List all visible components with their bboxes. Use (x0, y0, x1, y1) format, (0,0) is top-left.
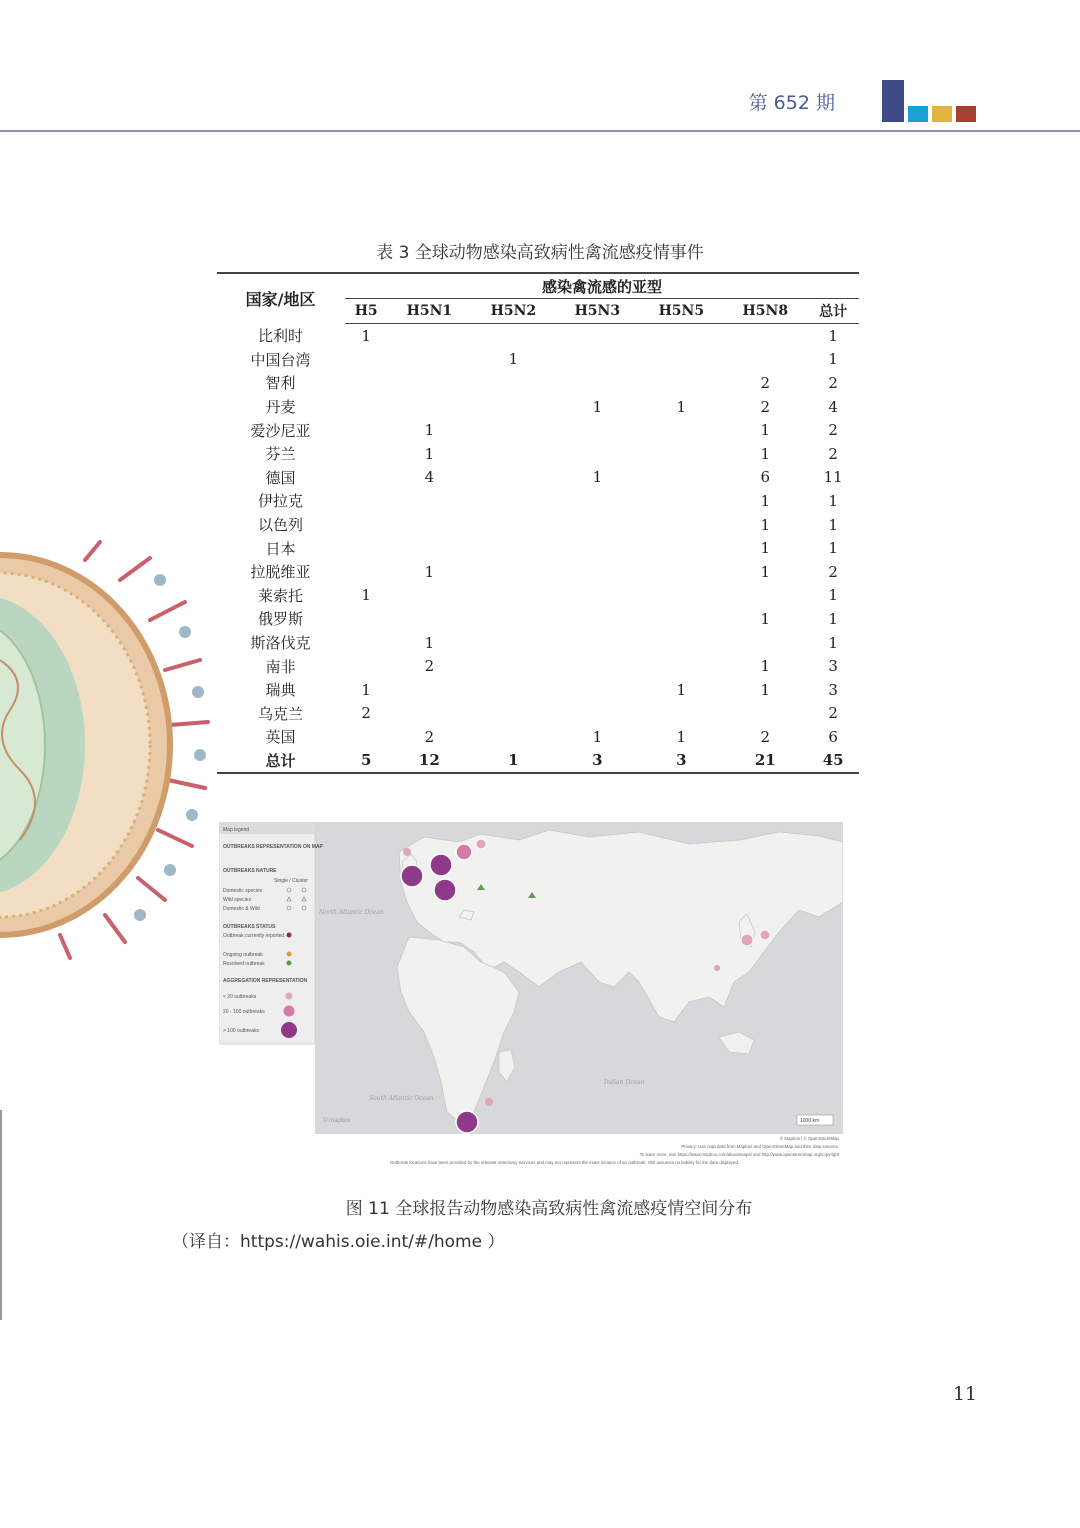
value-cell (471, 324, 555, 348)
value-cell (555, 654, 639, 678)
value-cell (345, 395, 387, 419)
page-number: 11 (952, 1383, 977, 1405)
value-cell (555, 371, 639, 395)
value-cell (387, 489, 471, 513)
country-cell: 南非 (265, 657, 296, 676)
table-row (217, 489, 859, 513)
value-cell (555, 607, 639, 631)
outbreak-cluster-marker (714, 965, 720, 971)
value-cell: 2 (828, 373, 838, 392)
country-cell: 拉脱维亚 (250, 563, 311, 582)
value-cell: 1 (760, 680, 771, 699)
value-cell: 1 (592, 397, 603, 416)
table-row (217, 395, 859, 419)
outbreak-cluster-marker (456, 844, 472, 860)
value-cell (387, 371, 471, 395)
header-divider (0, 130, 1080, 132)
value-cell (723, 702, 807, 726)
value-cell (471, 442, 555, 466)
outbreak-cluster-marker (434, 879, 456, 901)
map-footer-line: Privacy: Use map data from Mapbox and OpenStreetMap and their data sources. (681, 1144, 839, 1149)
value-cell: 1 (828, 633, 838, 652)
legend-nature-item: Wild species (223, 897, 252, 903)
country-cell: 英国 (265, 728, 296, 747)
country-cell: 乌克兰 (257, 704, 303, 723)
value-cell (555, 678, 639, 702)
column-header: H5N1 (387, 299, 471, 324)
value-cell (471, 654, 555, 678)
value-cell (471, 584, 555, 608)
country-column-header: 国家/地区 (217, 273, 344, 324)
value-cell: 1 (828, 515, 838, 534)
value-cell (387, 702, 471, 726)
value-cell: 1 (760, 562, 771, 581)
value-cell (555, 418, 639, 442)
value-cell (387, 324, 471, 348)
table-row (217, 725, 859, 749)
value-cell (345, 631, 387, 655)
value-cell (471, 560, 555, 584)
value-cell (471, 513, 555, 537)
country-cell: 丹麦 (265, 398, 296, 417)
value-cell (345, 418, 387, 442)
value-cell (639, 324, 723, 348)
value-cell (639, 654, 723, 678)
value-cell (723, 584, 807, 608)
legend-aggregation-item: > 100 outbreaks (223, 1028, 259, 1034)
value-cell (471, 678, 555, 702)
value-cell: 1 (760, 444, 771, 463)
value-cell (471, 371, 555, 395)
value-cell (639, 560, 723, 584)
value-cell: 1 (760, 515, 771, 534)
outbreak-map (219, 822, 843, 1167)
ocean-label: Indian Ocean (604, 1079, 645, 1086)
value-cell (471, 466, 555, 490)
outbreak-cluster-marker (760, 930, 770, 940)
value-cell: 2 (828, 704, 838, 723)
value-cell (345, 513, 387, 537)
value-cell: 1 (828, 491, 838, 510)
legend-status-dot (287, 961, 292, 966)
table-row (217, 536, 859, 560)
legend-aggregation-marker (284, 1006, 295, 1017)
value-cell (555, 489, 639, 513)
value-cell (555, 442, 639, 466)
value-cell (555, 324, 639, 348)
value-cell: 1 (676, 397, 687, 416)
ocean-label: North Atlantic Ocean (319, 909, 384, 916)
side-rule (0, 1110, 2, 1320)
value-cell (387, 536, 471, 560)
value-cell: 1 (828, 609, 838, 628)
table-row (217, 418, 859, 442)
column-header: H5N3 (555, 299, 639, 324)
country-cell: 莱索托 (257, 586, 303, 605)
value-cell (723, 324, 807, 348)
value-cell (639, 607, 723, 631)
value-cell (471, 489, 555, 513)
outbreak-cluster-marker (403, 848, 411, 856)
value-cell: 3 (828, 680, 838, 699)
legend-aggregation-heading: AGGREGATION REPRESENTATION (223, 978, 308, 984)
value-cell: 1 (508, 350, 519, 369)
table-total-row (217, 749, 859, 774)
value-cell: 1 (676, 727, 687, 746)
value-cell: 2 (828, 444, 838, 463)
value-cell (471, 395, 555, 419)
value-cell (639, 584, 723, 608)
legend-status-heading: OUTBREAKS STATUS (223, 924, 276, 930)
value-cell: 1 (760, 657, 771, 676)
value-cell: 3 (555, 749, 639, 774)
value-cell (345, 442, 387, 466)
country-cell: 智利 (265, 374, 296, 393)
value-cell: 45 (807, 749, 859, 774)
value-cell: 1 (361, 586, 371, 605)
value-cell (639, 371, 723, 395)
table-row (217, 442, 859, 466)
map-footer-line: Outbreak locations have been provided by the relevant Veterinary Services and may not represent the exact location of an outbreak. OIE assumes no liability for the data displayed. (389, 1160, 739, 1165)
outbreak-cluster-marker (401, 865, 423, 887)
value-cell (387, 678, 471, 702)
value-cell: 1 (676, 680, 687, 699)
country-cell: 德国 (265, 468, 296, 487)
value-cell (387, 607, 471, 631)
value-cell (639, 466, 723, 490)
figure-caption: 图 11 全球报告动物感染高致病性禽流感疫情空间分布 (345, 1199, 753, 1219)
value-cell: 2 (760, 373, 771, 392)
value-cell: 1 (828, 586, 838, 605)
legend-aggregation-marker (281, 1022, 297, 1038)
subtype-group-header: 感染禽流感的亚型 (345, 273, 859, 299)
value-cell (471, 702, 555, 726)
table-caption: 表 3 全球动物感染高致病性禽流感疫情事件 (376, 243, 704, 263)
value-cell: 6 (760, 468, 771, 487)
legend-nature-cols: Single / Cluster (274, 878, 308, 884)
figure-source: （译自：https://wahis.oie.int/#/home ） (172, 1232, 505, 1252)
value-cell (345, 560, 387, 584)
value-cell (555, 631, 639, 655)
legend-aggregation-marker (286, 993, 293, 1000)
column-header: H5 (345, 299, 387, 324)
column-header: H5N5 (639, 299, 723, 324)
outbreak-cluster-marker (476, 839, 486, 849)
map-watermark: © mapbox (323, 1118, 351, 1124)
value-cell: 5 (345, 749, 387, 774)
table-row (217, 348, 859, 372)
legend-heading: OUTBREAKS REPRESENTATION ON MAP (223, 844, 323, 850)
country-cell: 瑞典 (265, 681, 296, 700)
value-cell: 1 (424, 421, 435, 440)
value-cell: 1 (760, 421, 771, 440)
value-cell (345, 654, 387, 678)
value-cell (345, 371, 387, 395)
avian-flu-table (217, 272, 859, 774)
value-cell (555, 536, 639, 560)
value-cell: 3 (639, 749, 723, 774)
value-cell (639, 348, 723, 372)
value-cell: 1 (828, 350, 838, 369)
value-cell (639, 418, 723, 442)
value-cell (639, 489, 723, 513)
country-cell: 以色列 (257, 516, 303, 535)
value-cell (345, 607, 387, 631)
country-cell: 日本 (265, 539, 296, 558)
legend-nature-item: Domestic & Wild (223, 906, 260, 912)
value-cell: 1 (361, 680, 371, 699)
table-row (217, 654, 859, 678)
outbreak-cluster-marker (456, 1111, 478, 1133)
brand-logo (882, 78, 982, 122)
legend-status-dot (287, 952, 292, 957)
value-cell: 2 (361, 704, 371, 723)
value-cell: 1 (592, 727, 603, 746)
table-row (217, 607, 859, 631)
value-cell: 1 (592, 468, 603, 487)
legend-status-item: Resolved outbreak (223, 961, 265, 967)
legend-title: Map legend (223, 827, 250, 833)
value-cell (723, 631, 807, 655)
ocean-label: South Atlantic Ocean (369, 1095, 434, 1102)
country-cell: 总计 (217, 749, 344, 774)
column-header: H5N2 (471, 299, 555, 324)
value-cell: 1 (760, 539, 771, 558)
value-cell: 1 (424, 562, 435, 581)
value-cell (639, 631, 723, 655)
value-cell: 1 (760, 609, 771, 628)
table-row (217, 513, 859, 537)
column-header: 总计 (807, 299, 859, 324)
value-cell (345, 489, 387, 513)
value-cell: 2 (760, 397, 771, 416)
value-cell: 2 (760, 727, 771, 746)
table-row (217, 371, 859, 395)
value-cell: 1 (361, 326, 371, 345)
table-row (217, 466, 859, 490)
value-cell (345, 466, 387, 490)
value-cell: 21 (723, 749, 807, 774)
table-row (217, 702, 859, 726)
value-cell (639, 513, 723, 537)
country-cell: 俄罗斯 (257, 610, 303, 629)
value-cell (555, 702, 639, 726)
value-cell (387, 513, 471, 537)
value-cell (387, 395, 471, 419)
legend-aggregation-item: 20 - 100 outbreaks (223, 1009, 265, 1015)
scale-label: 1000 km (800, 1118, 820, 1124)
value-cell: 2 (424, 727, 435, 746)
value-cell (345, 536, 387, 560)
value-cell: 12 (387, 749, 471, 774)
table-row (217, 560, 859, 584)
virus-illustration (0, 540, 215, 960)
value-cell (723, 348, 807, 372)
value-cell (345, 348, 387, 372)
issue-label: 第 652 期 (748, 92, 835, 114)
value-cell: 3 (828, 657, 838, 676)
value-cell (639, 442, 723, 466)
value-cell: 6 (828, 727, 838, 746)
value-cell (345, 725, 387, 749)
legend-nature-heading: OUTBREAKS NATURE (223, 868, 277, 874)
legend-nature-item: Domestic species (223, 888, 263, 894)
country-cell: 爱沙尼亚 (250, 421, 311, 440)
country-cell: 斯洛伐克 (250, 634, 311, 653)
value-cell (471, 725, 555, 749)
value-cell: 2 (828, 562, 838, 581)
table-row (217, 324, 859, 348)
country-cell: 伊拉克 (257, 492, 303, 511)
table-body (217, 324, 859, 774)
country-cell: 中国台湾 (250, 350, 311, 369)
value-cell (639, 702, 723, 726)
country-cell: 芬兰 (265, 445, 296, 464)
map-attribution: © Mapbox | © OpenStreetMap (779, 1136, 839, 1141)
value-cell (471, 418, 555, 442)
value-cell: 1 (828, 326, 838, 345)
value-cell (555, 560, 639, 584)
value-cell: 1 (424, 633, 435, 652)
value-cell: 2 (424, 657, 435, 676)
outbreak-cluster-marker (430, 854, 452, 876)
value-cell: 1 (471, 749, 555, 774)
country-cell: 比利时 (257, 327, 303, 346)
legend-aggregation-item: < 20 outbreaks (223, 994, 257, 1000)
value-cell: 2 (828, 421, 838, 440)
table-row (217, 631, 859, 655)
value-cell: 11 (823, 468, 843, 487)
legend-status-item: Ongoing outbreak (223, 952, 263, 958)
value-cell (639, 536, 723, 560)
outbreak-cluster-marker (741, 934, 753, 946)
table-row (217, 584, 859, 608)
value-cell (555, 348, 639, 372)
value-cell (471, 631, 555, 655)
map-footer-line: To learn more, visit https://www.mapbox.com/about/maps/ and http://www.openstreetmap.org/copyright (639, 1152, 839, 1157)
column-header: H5N8 (723, 299, 807, 324)
value-cell (387, 348, 471, 372)
value-cell: 1 (760, 491, 771, 510)
value-cell: 1 (828, 539, 838, 558)
value-cell (555, 584, 639, 608)
table-row (217, 678, 859, 702)
outbreak-cluster-marker (485, 1098, 493, 1106)
value-cell: 4 (828, 397, 838, 416)
value-cell: 1 (424, 444, 435, 463)
legend-status-dot (287, 933, 292, 938)
value-cell (471, 536, 555, 560)
value-cell (555, 513, 639, 537)
value-cell (387, 584, 471, 608)
value-cell: 4 (424, 468, 435, 487)
value-cell (471, 607, 555, 631)
legend-status-item: Outbreak currently reported (223, 933, 285, 939)
